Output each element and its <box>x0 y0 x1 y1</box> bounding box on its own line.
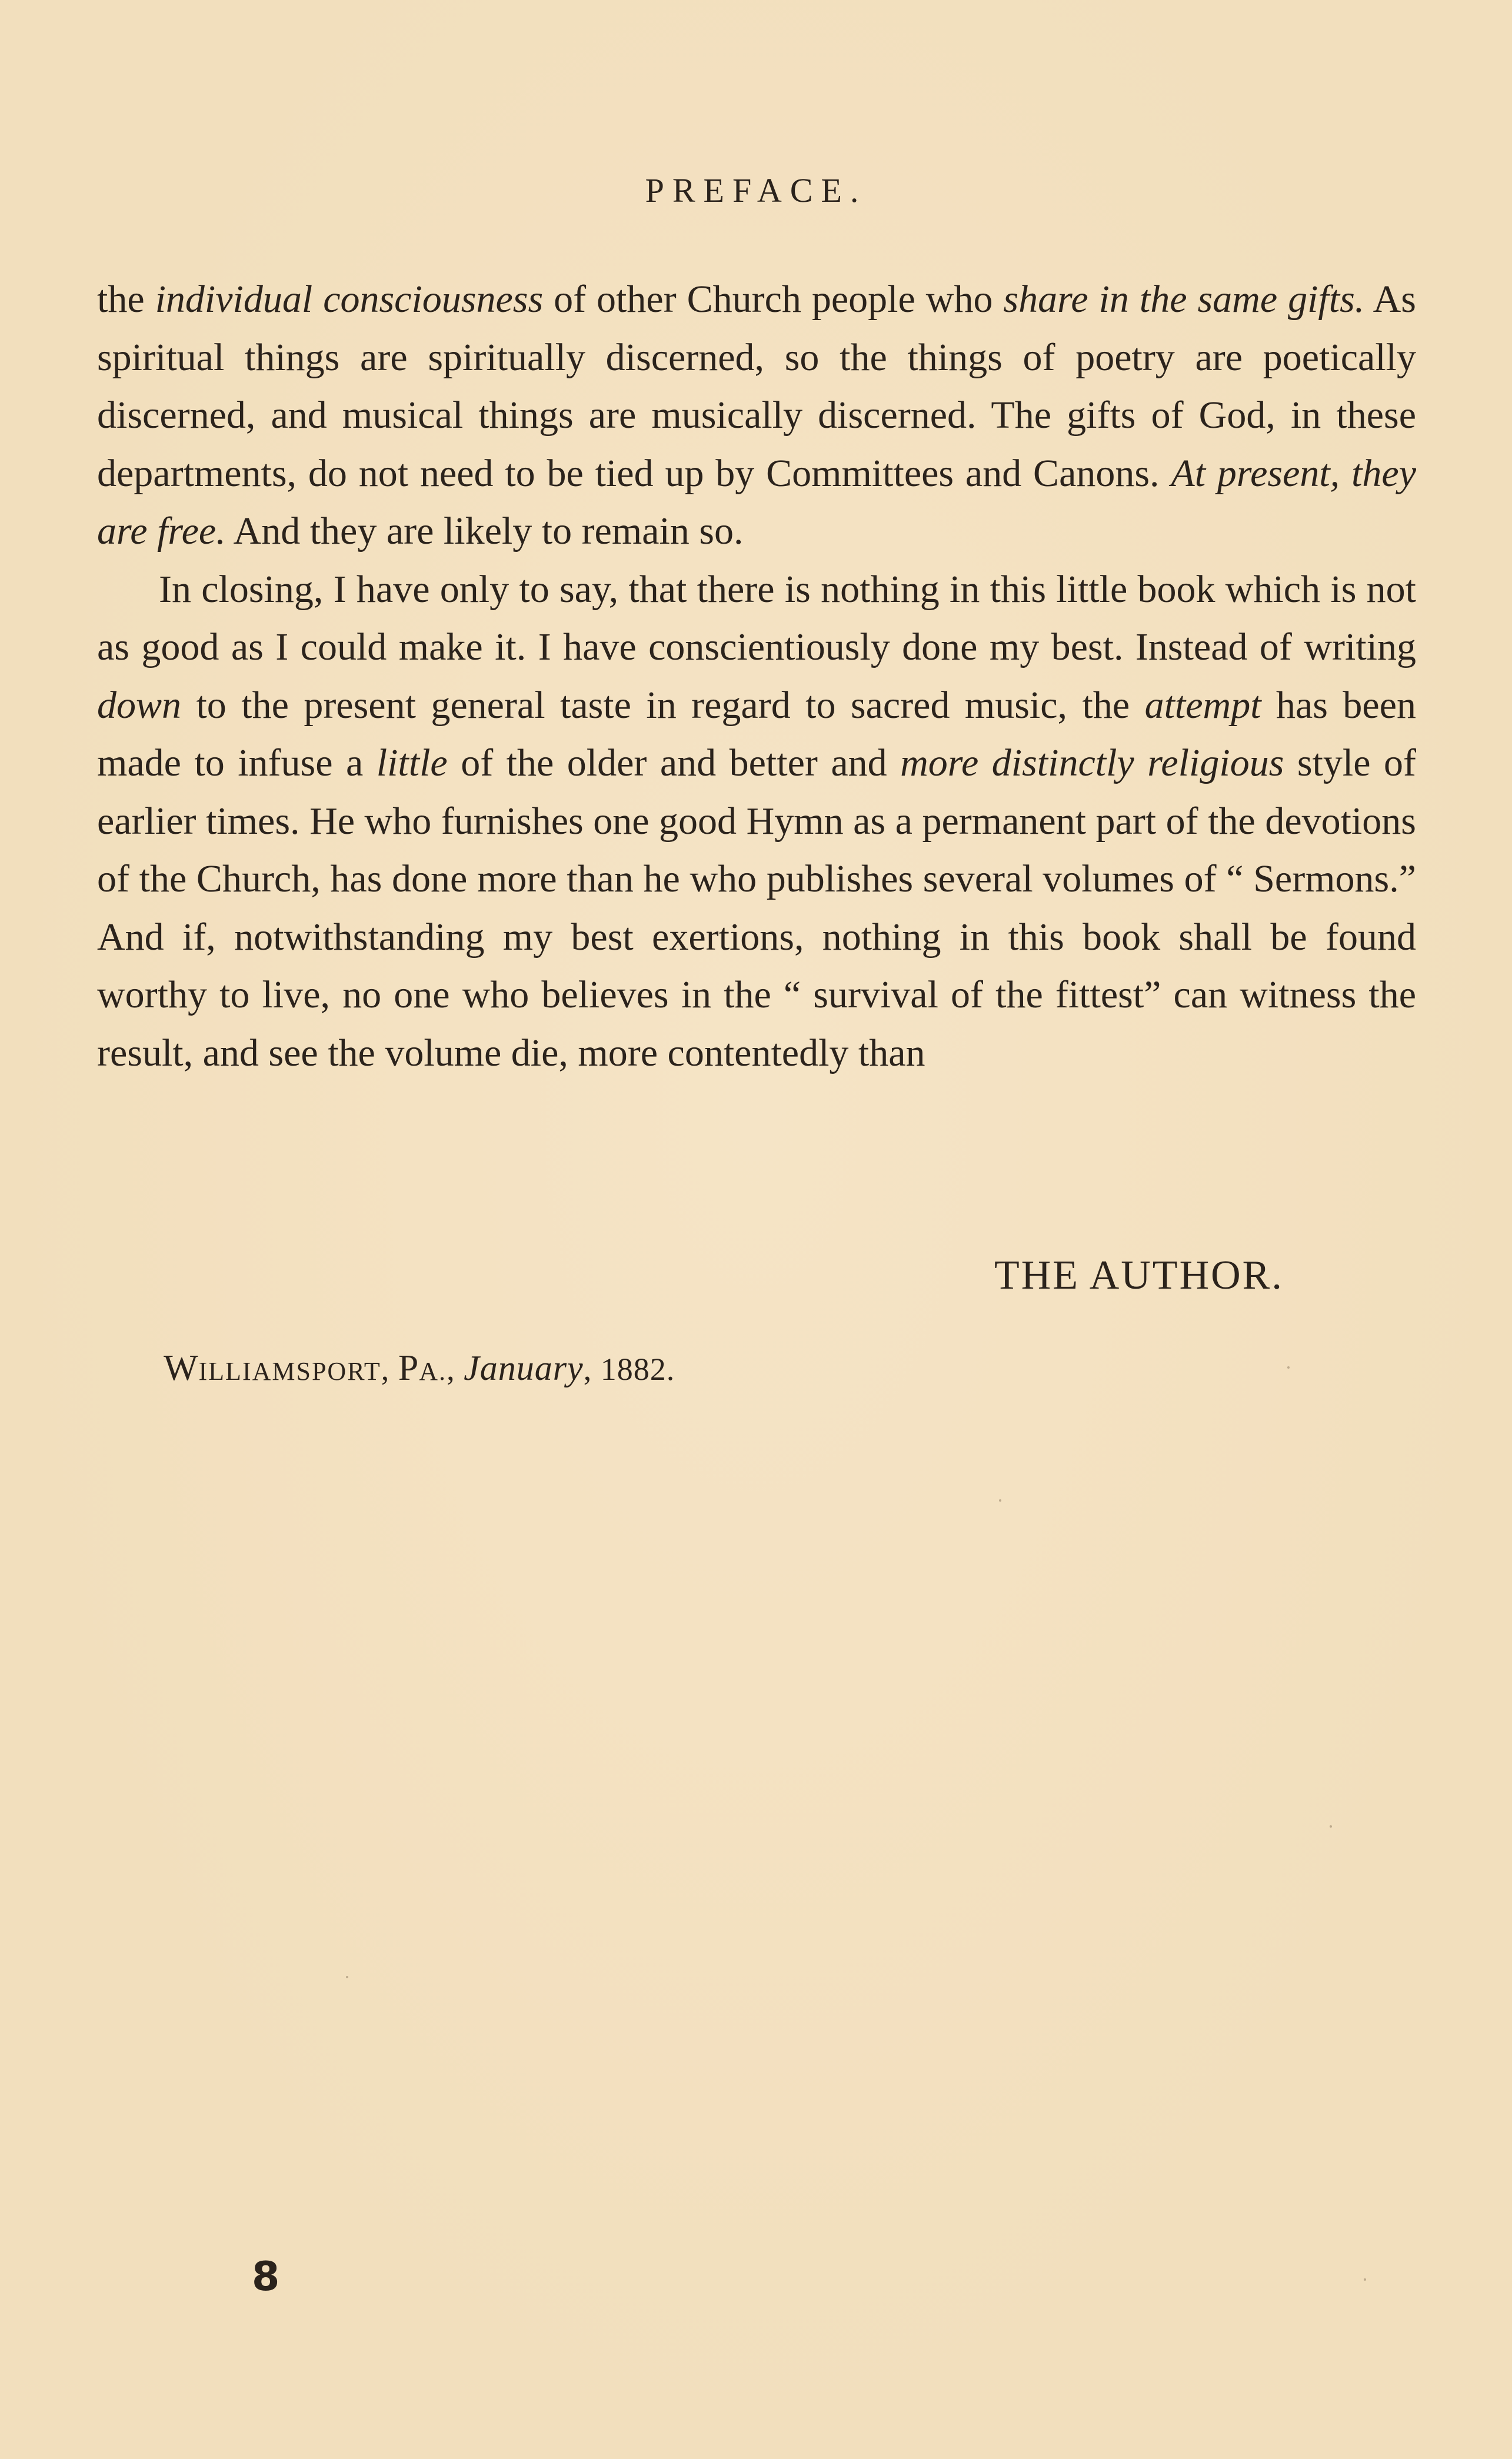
italic-run: At present, they are free. <box>97 451 1417 553</box>
text-run: of the older and better and <box>447 741 901 784</box>
paper-speck <box>1287 1366 1290 1369</box>
dateline-separator: , <box>447 1352 464 1387</box>
dateline-separator: , <box>381 1352 398 1387</box>
italic-run: down <box>97 683 182 727</box>
dateline-state-initial: P <box>398 1348 419 1388</box>
paragraph-1 <box>97 271 1416 561</box>
page-number: 8 <box>252 2254 280 2300</box>
text-run: style of earlier times. He who furnishes one good Hymn as a permanent part of the devotions of the Church, has done more than he who publishes several volumes of “ Sermons.” And if, notwithstanding my best exertions, nothing in this book shall be found worthy to live, no one who believes in the “ survival of the fittest” can witness the result, and see the volume die, more contentedly than <box>97 741 1416 1074</box>
paragraph-2 <box>97 561 1416 1083</box>
signature: THE AUTHOR. <box>994 1253 1284 1298</box>
text-run: has been made to infuse a <box>97 683 1416 784</box>
dateline-month: January <box>464 1349 584 1387</box>
italic-run: more distinctly religious <box>900 741 1284 784</box>
italic-run: attempt <box>1144 683 1261 727</box>
dateline-state-rest: A. <box>419 1357 447 1386</box>
running-head: PREFACE. <box>645 171 867 209</box>
paper-speck <box>999 1499 1001 1502</box>
dateline-year: 1882. <box>600 1352 675 1387</box>
dateline-place-initial: W <box>164 1348 199 1388</box>
paper-speck <box>1364 2278 1366 2281</box>
text-run: to the present general taste in regard to sacred music, the <box>181 683 1145 727</box>
italic-run: share in the same gifts. <box>1003 278 1365 321</box>
paper-speck <box>1330 1825 1332 1828</box>
text-run: In closing, I have only to say, that there is nothing in this little book which is not as good as I could make it. I have conscientiously done my best. Instead of writing <box>97 567 1416 668</box>
text-run: of other Church people who <box>543 278 1004 321</box>
text-run: As spiritual things are spiritually discerned, so the things of poetry are poetically discerned, and musical things are musically discerned. The gifts of God, in these departments, do not need to be tied up by Committees and Canons. <box>97 278 1416 495</box>
paper-speck <box>346 1976 348 1978</box>
dateline-place-rest: ILLIAMSPORT <box>198 1357 381 1386</box>
text-run: the <box>97 278 155 321</box>
italic-run: little <box>376 741 448 784</box>
dateline-separator: , <box>583 1352 601 1387</box>
italic-run: individual consciousness <box>155 278 544 321</box>
preface-body <box>97 271 1416 1082</box>
dateline <box>164 1347 675 1389</box>
text-run: And they are likely to remain so. <box>225 510 744 553</box>
